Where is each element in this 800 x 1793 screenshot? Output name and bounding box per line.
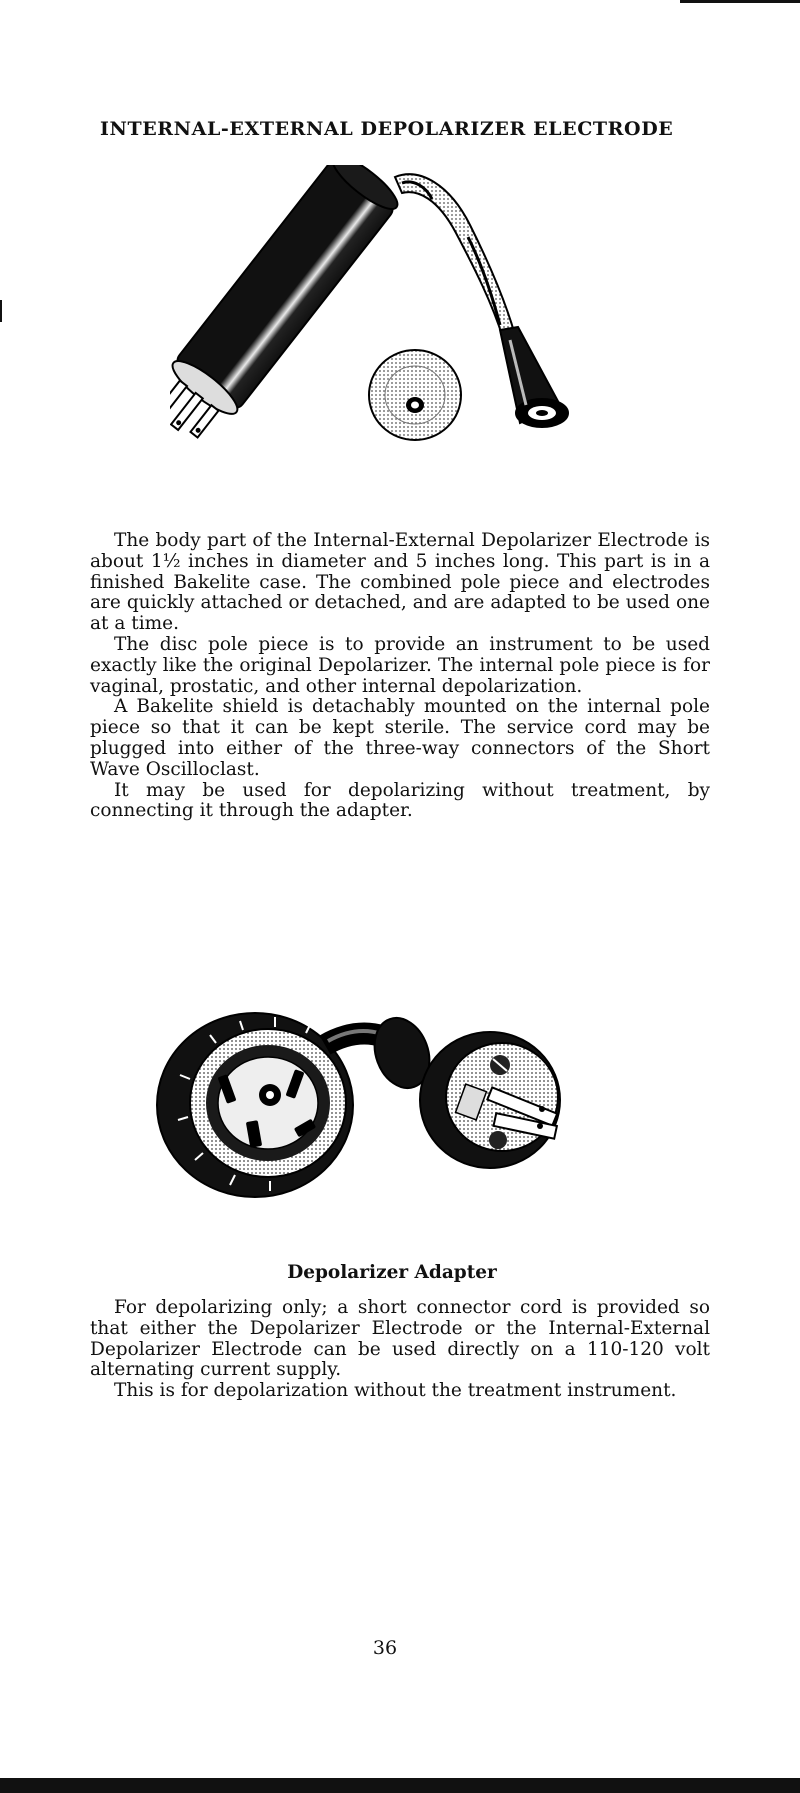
top-edge-mark (680, 0, 800, 3)
electrode-illustration (170, 165, 660, 455)
adapter-illustration (150, 995, 640, 1215)
paragraph: The body part of the Internal-External Depolarizer Electrode is about 1½ inches in diameter and 5 inches long. This part is in a finished Bakelite case. The combined pole piece and electrodes are quickly attached or detached, and are adapted to be used one at a time. (90, 530, 710, 635)
adapter-description (90, 1298, 710, 1402)
adapter-heading: Depolarizer Adapter (287, 1262, 497, 1283)
electrode-body-shape (170, 165, 404, 451)
paragraph: A Bakelite shield is detachably mounted on the internal pole piece so that it can be kept sterile. The service cord may be plugged into either of the three-way connectors of the Short Wave Oscilloclast. (90, 696, 710, 780)
paragraph: For depolarizing only; a short connector cord is provided so that either the Depolarizer Electrode or the Internal-External Depolarizer Electrode can be used directly on a 110-120 volt alternating current supply. (90, 1297, 710, 1381)
bottom-edge-mark (0, 1778, 800, 1793)
paragraph: It may be used for depolarizing without treatment, by connecting it through the adapter. (90, 779, 710, 822)
paragraph: This is for depolarization without the treatment instrument. (114, 1380, 677, 1402)
page-title: INTERNAL-EXTERNAL DEPOLARIZER ELECTRODE (100, 118, 674, 140)
electrode-description (90, 531, 710, 822)
paragraph: The disc pole piece is to provide an instrument to be used exactly like the original Depolarizer. The internal pole piece is for vaginal, prostatic, and other internal depolarization. (90, 633, 710, 697)
adapter-plug-shape (365, 1010, 560, 1168)
disc-pole-piece-shape (369, 350, 461, 440)
page-number: 36 (372, 1637, 398, 1659)
left-edge-mark (0, 300, 2, 322)
